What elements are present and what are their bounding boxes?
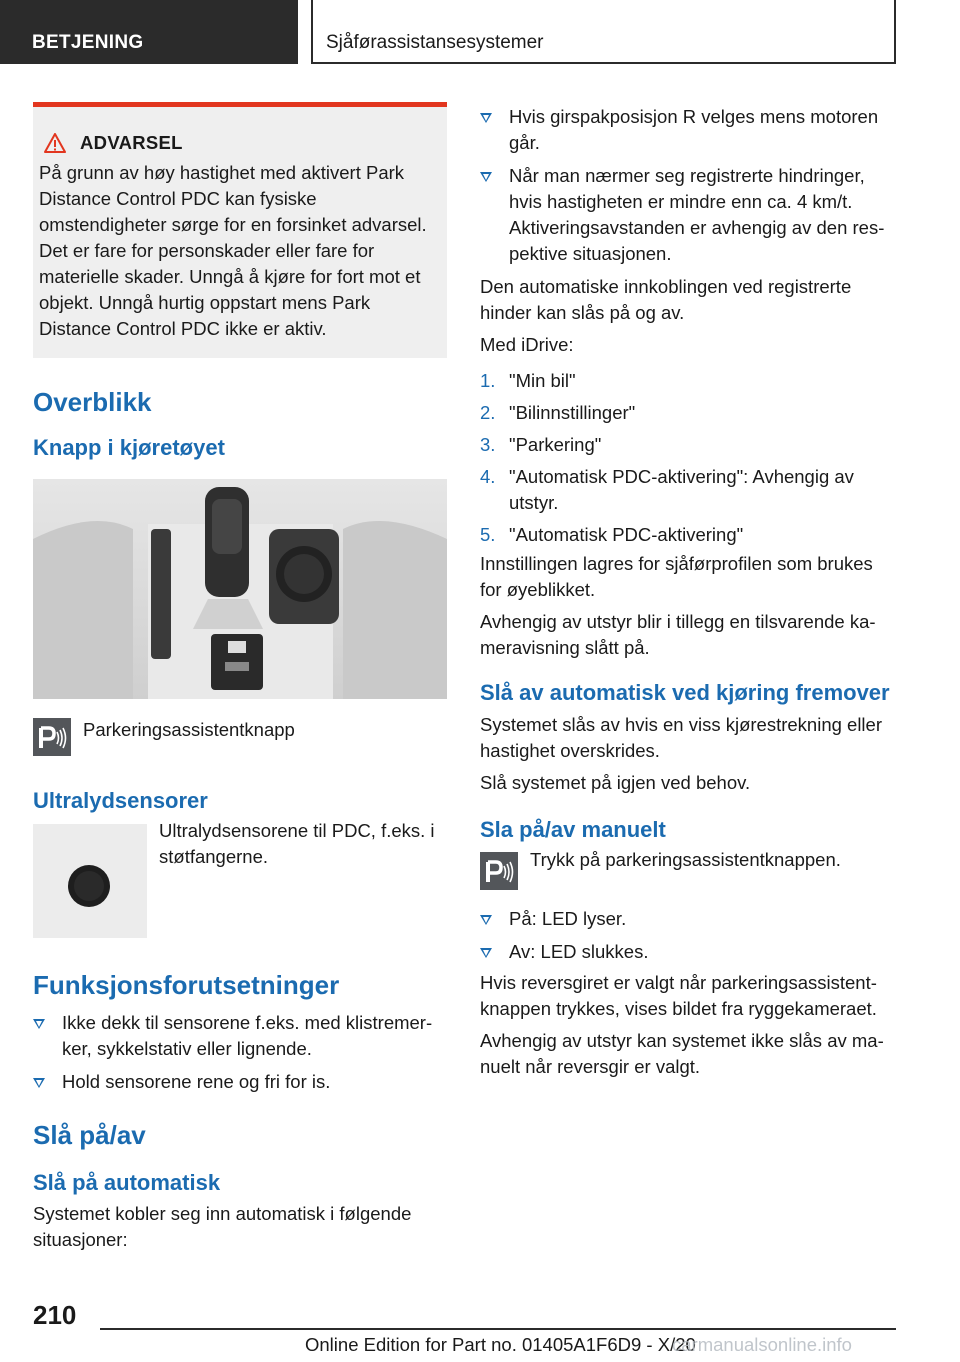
chapter-tab <box>311 0 896 64</box>
list-item: 5. "Automatisk PDC-aktivering" <box>480 524 744 545</box>
footer-rule <box>100 1328 896 1330</box>
right-column <box>480 104 895 1080</box>
manual-list <box>480 906 895 965</box>
forward-heading: Slå av automatisk ved kjøring fremover <box>480 680 890 705</box>
parking-assistant-icon <box>33 718 71 756</box>
list-item: Når man nærmer seg registrerte hindringer, hvis hastigheten er mindre enn ca. 4 km/t. Aktiveringsavstanden er avhengig av den respektive situasjonen. <box>480 163 895 267</box>
chapter-title: Sjåførassistansesystemer <box>326 32 544 53</box>
sensors-text: Ultralydsensorene til PDC, f.eks. i støtfangerne. <box>159 820 435 867</box>
list-item: Av: LED slukkes. <box>480 939 895 965</box>
section-title: BETJENING <box>32 32 144 53</box>
manual-text: Trykk på parkeringsassistentknappen. <box>530 849 841 870</box>
manual-heading: Sla på/av manuelt <box>480 817 666 842</box>
warning-triangle-icon <box>44 133 66 153</box>
paragraph: Slå systemet på igjen ved behov. <box>480 772 751 793</box>
list-item: 4. "Automatisk PDC-aktivering": Avhengig av utstyr. <box>480 466 854 513</box>
paragraph: Hvis reversgiret er valgt når parkeringsassistentknappen trykkes, vises bildet fra ryggekameraet. <box>480 972 877 1019</box>
warning-title-row <box>44 132 435 154</box>
sensors-heading: Ultralydsensorer <box>33 788 208 813</box>
left-column <box>33 102 447 1253</box>
onoff-heading: Slå på/av <box>33 1120 146 1150</box>
paragraph: Systemet slås av hvis en viss kjørestrekning eller hastighet overskrides. <box>480 714 882 761</box>
paragraph: Med iDrive: <box>480 334 574 355</box>
requirements-heading: Funksjonsforutsetninger <box>33 970 340 1000</box>
idrive-steps <box>480 368 895 548</box>
button-heading: Knapp i kjøretøyet <box>33 435 225 460</box>
bullet-triangle-icon <box>480 172 492 182</box>
sensors-row <box>33 818 447 938</box>
bullet-triangle-icon <box>33 1078 45 1088</box>
list-item: 2. "Bilinnstillinger" <box>480 402 636 423</box>
paragraph: Innstillingen lagres for sjåførprofilen som brukes for øyeblikket. <box>480 553 873 600</box>
bullet-triangle-icon <box>33 1019 45 1029</box>
auto-heading: Slå på automatisk <box>33 1170 221 1195</box>
list-item: 3. "Parkering" <box>480 434 602 455</box>
list-item: Ikke dekk til sensorene f.eks. med klistremerker, sykkelstativ eller lignende. <box>33 1010 447 1062</box>
list-item: Hvis girspakposisjon R velges mens motoren går. <box>480 104 895 156</box>
overview-heading: Overblikk <box>33 387 152 417</box>
parking-assistant-icon <box>480 852 518 890</box>
list-item: 1. "Min bil" <box>480 370 576 391</box>
paragraph: Avhengig av utstyr blir i tillegg en tilsvarende kameravisning slått på. <box>480 611 876 658</box>
bullet-triangle-icon <box>480 915 492 925</box>
watermark: carmanualsonline.info <box>672 1334 852 1355</box>
button-caption: Parkeringsassistentknapp <box>83 719 295 740</box>
auto-conditions-list <box>480 104 895 267</box>
paragraph: Den automatiske innkoblingen ved registrerte hinder kan slås på og av. <box>480 276 852 323</box>
console-illustration <box>33 479 447 699</box>
bullet-triangle-icon <box>480 113 492 123</box>
section-tab <box>0 0 298 64</box>
paragraph: Avhengig av utstyr kan systemet ikke slås av manuelt når reversgir er valgt. <box>480 1030 884 1077</box>
requirements-list <box>33 1010 447 1095</box>
warning-text: På grunn av høy hastighet med aktivert Park Distance Control PDC kan fysiske omstendigheter sørge for en forsinket advarsel. Det er fare for personskader eller fare for materielle skader. Unngå å kjøre for fort mot et objekt. Unngå hurtig oppstart mens Park Distance Control PDC ikke er aktiv. <box>39 162 427 339</box>
warning-title: ADVARSEL <box>80 132 183 153</box>
bullet-triangle-icon <box>480 948 492 958</box>
edition-text: Online Edition for Part no. 01405A1F6D9 - X/20 <box>305 1334 696 1355</box>
page-number: 210 <box>33 1300 77 1330</box>
auto-text: Systemet kobler seg inn automatisk i følgende situasjoner: <box>33 1203 412 1250</box>
sensor-photo <box>33 824 147 938</box>
list-item: På: LED lyser. <box>480 906 895 932</box>
list-item: Hold sensorene rene og fri for is. <box>33 1069 447 1095</box>
warning-box <box>33 102 447 358</box>
console-photo <box>33 479 447 699</box>
button-caption-row <box>33 718 447 756</box>
manual-row <box>480 847 895 890</box>
